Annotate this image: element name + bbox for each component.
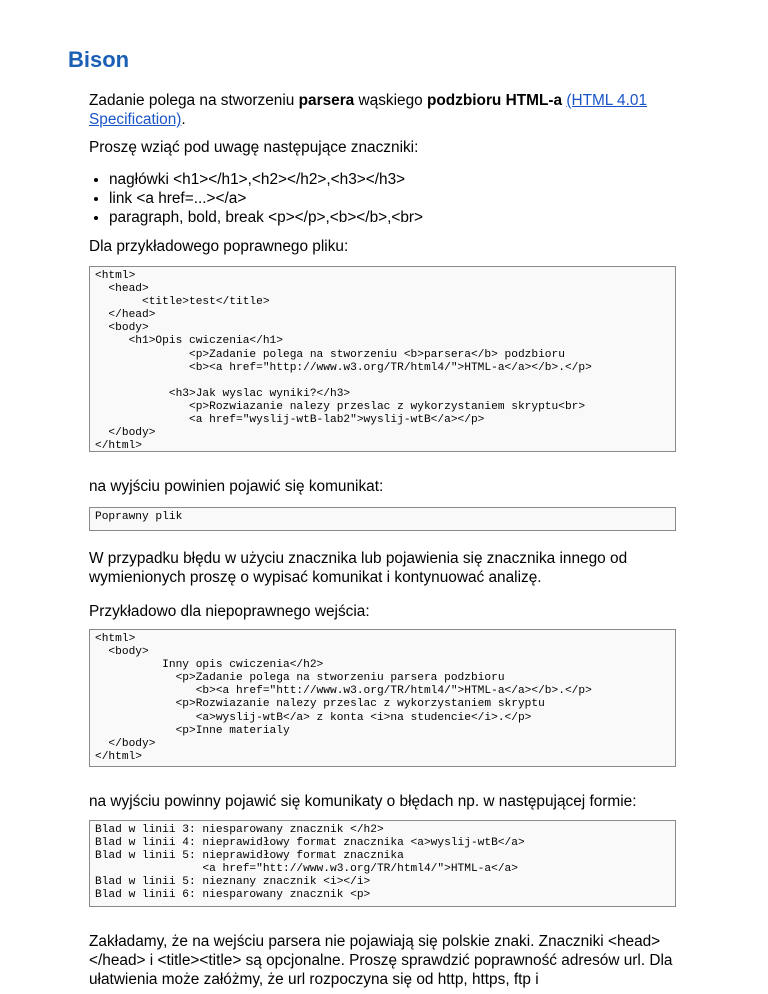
tags-intro: Proszę wziąć pod uwagę następujące znaczniki: <box>89 139 419 156</box>
intro-bold-parser: parsera <box>298 92 355 109</box>
html-spec-link[interactable]: (HTML 4.01 Specification) <box>89 92 648 128</box>
final-paragraph: Zakładamy, że na wejściu parsera nie pojawiają się polskie znaki. Znaczniki <head></head> i <title><title> są opcjonalne. Proszę sprawdzić poprawność adresów url. Dla ułatwienia może załóżmy, że url rozpoczyna się od http, https, ftp i <box>89 933 673 988</box>
intro-bold-subset: podzbioru HTML-a <box>426 92 563 109</box>
code-block-output-valid: Poprawny plik <box>89 507 676 531</box>
output-bad-heading: na wyjściu powinny pojawić się komunikaty o błędach np. w następującej formie: <box>89 793 637 810</box>
example-bad-heading: Przykładowo dla niepoprawnego wejścia: <box>89 603 370 620</box>
intro-paragraph <box>89 91 689 129</box>
code-block-invalid: <html> <body> Inny opis cwiczenia</h2> <p>Zadanie polega na stworzeniu parsera podzbioru <b><a href="htt://www.w3.org/TR/html4/">HTML-a</a></b>.</p> <p>Rozwiazanie nalezy przeslac z wykorzystaniem skryptu <a>wyslij-wtB</a> z konta <i>na studencie</i>.</p> <p>Inne materialy </body> </html> <box>89 629 676 767</box>
intro-text-1: Zadanie polega na stworzeniu <box>89 92 299 109</box>
intro-text-2: wąskiego <box>354 92 427 109</box>
tags-list <box>89 170 423 227</box>
example-ok-heading: Dla przykładowego poprawnego pliku: <box>89 238 349 255</box>
error-paragraph: W przypadku błędu w użyciu znacznika lub pojawienia się znacznika innego od wymienionych proszę o wypisać komunikat i kontynuować analizę. <box>89 550 628 586</box>
code-block-errors: Blad w linii 3: niesparowany znacznik </h2> Blad w linii 4: nieprawidłowy format znacznika <a>wyslij-wtB</a> Blad w linii 5: nieprawidłowy format znacznika <a href="htt://www.w3.org/TR/html4/">HTML-a</a> Blad w linii 5: nieznany znacznik <i></i> Blad w linii 6: niesparowany znacznik <p> <box>89 820 676 907</box>
list-item: • link <a href=...></a> <box>109 189 423 208</box>
page-title: Bison <box>68 47 130 72</box>
code-block-valid: <html> <head> <title>test</title> </head> <body> <h1>Opis cwiczenia</h1> <p>Zadanie polega na stworzeniu <b>parsera</b> podzbioru <b><a href="http://www.w3.org/TR/html4/">HTML-a</a></b>.</p> <h3>Jak wyslac wyniki?</h3> <p>Rozwiazanie nalezy przeslac z wykorzystaniem skryptu<br> <a href="wyslij-wtB-lab2">wyslij-wtB</a></p> </body> </html> <box>89 266 676 452</box>
list-item: • paragraph, bold, break <p></p>,<b></b>,<br> <box>109 208 423 227</box>
intro-text-4: . <box>181 111 186 128</box>
output-ok-heading: na wyjściu powinien pojawić się komunikat: <box>89 478 384 495</box>
list-item: • nagłówki <h1></h1>,<h2></h2>,<h3></h3> <box>109 170 423 189</box>
